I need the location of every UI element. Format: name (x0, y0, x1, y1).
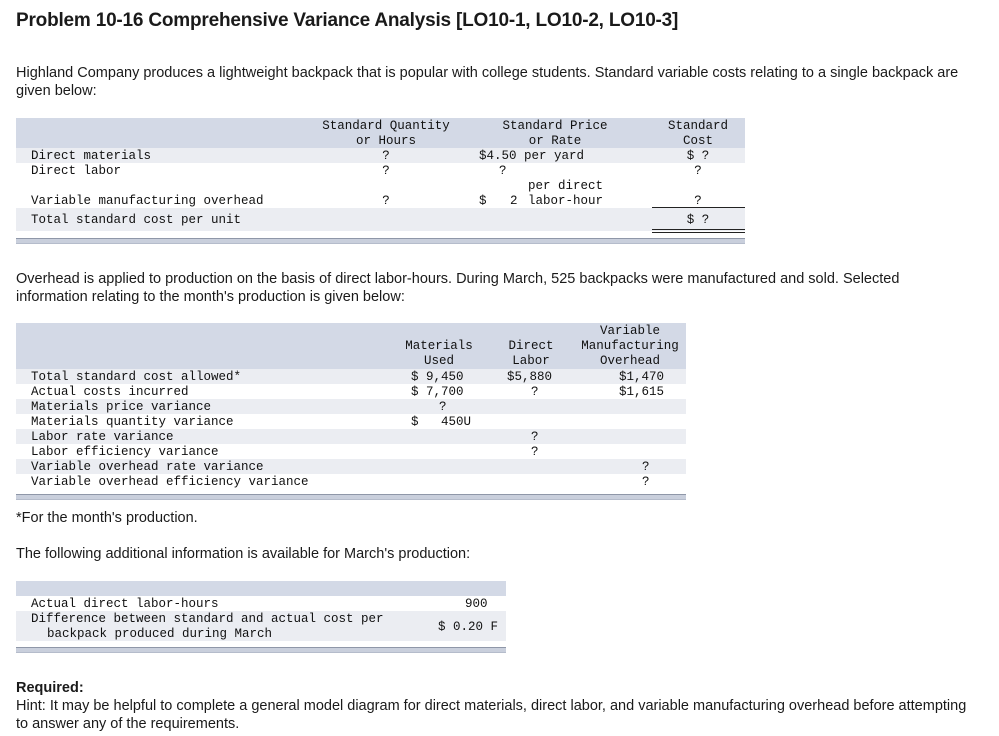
row-labor-value: $5,880 (507, 370, 553, 384)
overhead-paragraph: Overhead is applied to production on the basis of direct labor-hours. During March, 525 backpacks were manufactured and sold. Selected information relating to the month's production is given below: (16, 271, 900, 305)
cost-difference-label-line2: backpack produced during March (47, 627, 273, 641)
actual-labor-hours-value: 900 (465, 597, 488, 611)
header-cost: Cost (682, 134, 713, 148)
voh-cost: ? (694, 194, 702, 208)
row-overhead-value: $1,615 (619, 385, 665, 399)
row-overhead-value: ? (642, 475, 650, 489)
production-variance-table (16, 323, 686, 503)
dl-label: Direct labor (31, 164, 122, 178)
footnote: *For the month's production. (16, 510, 198, 526)
total-cost: $ ? (686, 213, 710, 227)
voh-qty: ? (382, 194, 390, 208)
row-label: Variable overhead efficiency variance (31, 475, 309, 489)
dm-price: $4.50 per yard (479, 149, 585, 163)
dm-cost: $ ? (686, 149, 710, 163)
row-label: Variable overhead rate variance (31, 460, 264, 474)
row-label: Total standard cost allowed* (31, 370, 242, 384)
header-or-rate: or Rate (528, 134, 582, 148)
dm-label: Direct materials (31, 149, 152, 163)
additional-info-table (16, 581, 506, 656)
header-direct: Direct (508, 339, 554, 353)
header-used: Used (423, 354, 454, 368)
required-label: Required: (16, 680, 84, 696)
dm-qty: ? (382, 149, 390, 163)
voh-price-symbol: $ (479, 194, 487, 208)
header-overhead: Overhead (599, 354, 660, 368)
dl-qty: ? (382, 164, 390, 178)
row-materials-value: $ 9,450 (411, 370, 464, 384)
header-variable: Variable (599, 324, 660, 338)
header-standard-price: Standard Price (502, 119, 608, 133)
intro-paragraph: Highland Company produces a lightweight backpack that is popular with college students. Standard variable costs relating to a single backpack are given below: (16, 65, 959, 99)
row-overhead-value: ? (642, 460, 650, 474)
cost-difference-label-line1: Difference between standard and actual cost per (31, 612, 384, 626)
row-label: Labor efficiency variance (31, 445, 219, 459)
row-overhead-value: $1,470 (619, 370, 665, 384)
header-manufacturing: Manufacturing (581, 339, 679, 353)
page-title: Problem 10-16 Comprehensive Variance Analysis [LO10-1, LO10-2, LO10-3] (16, 10, 679, 31)
row-materials-value: ? (439, 400, 447, 414)
row-labor-value: ? (531, 445, 539, 459)
total-double-underline-2 (652, 232, 745, 233)
voh-price-unit-line1: per direct (528, 179, 604, 193)
row-label: Materials price variance (31, 400, 212, 414)
voh-price-unit-line2: labor-hour (528, 194, 604, 208)
additional-info-paragraph: The following additional information is available for March's production: (16, 546, 471, 562)
row-materials-value: $ 450U (411, 415, 472, 429)
header-or-hours: or Hours (355, 134, 416, 148)
total-double-underline-1 (652, 229, 745, 230)
row-materials-value: $ 7,700 (411, 385, 464, 399)
total-label: Total standard cost per unit (31, 213, 242, 227)
header-standard: Standard (667, 119, 728, 133)
dl-cost: ? (694, 164, 702, 178)
voh-label: Variable manufacturing overhead (31, 194, 264, 208)
row-label: Materials quantity variance (31, 415, 234, 429)
dl-price: ? (499, 164, 507, 178)
row-labor-value: ? (531, 430, 539, 444)
subtotal-underline (652, 207, 745, 208)
header-labor: Labor (512, 354, 550, 368)
header-materials: Materials (405, 339, 473, 353)
row-labor-value: ? (531, 385, 539, 399)
actual-labor-hours-label: Actual direct labor-hours (31, 597, 219, 611)
voh-price-number: 2 (510, 194, 518, 208)
header-standard-quantity: Standard Quantity (322, 119, 450, 133)
hint-text: Hint: It may be helpful to complete a general model diagram for direct materials, direct labor, and variable manufacturing overhead before attempting to answer any of the requirements. (16, 698, 967, 732)
row-label: Actual costs incurred (31, 385, 189, 399)
cost-difference-value: $ 0.20 F (438, 620, 499, 634)
standard-cost-table (16, 118, 745, 246)
row-label: Labor rate variance (31, 430, 174, 444)
